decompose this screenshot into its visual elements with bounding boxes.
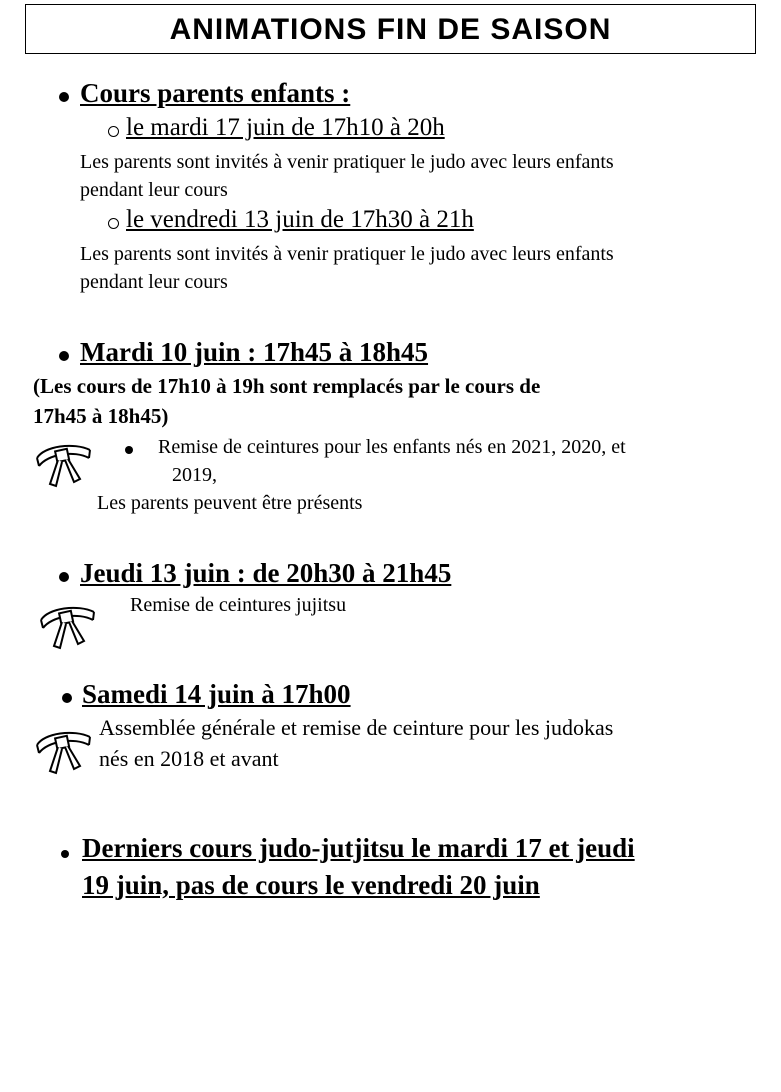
section1-item2-desc-line2: pendant leur cours — [80, 271, 228, 293]
section5-line2: 19 juin, pas de cours le vendredi 20 juin — [82, 870, 540, 900]
section5-line1: Derniers cours judo-jutjitsu le mardi 17 et jeudi — [82, 833, 635, 863]
bullet — [59, 572, 69, 582]
bullet — [59, 351, 69, 361]
bullet — [125, 446, 133, 454]
section2-item-line1 — [158, 436, 626, 459]
section1-item1-date: le mardi 17 juin de 17h10 à 20h — [126, 114, 445, 141]
circle-bullet — [108, 126, 119, 137]
title-box — [25, 4, 756, 54]
bullet — [59, 92, 69, 102]
section1-item1-desc-line2: pendant leur cours — [80, 179, 228, 201]
section3-heading: Jeudi 13 juin : de 20h30 à 21h45 — [80, 558, 452, 588]
bullet — [61, 850, 69, 858]
section1-item1-desc-line1: Les parents sont invités à venir pratiquer le judo avec leurs enfants — [80, 151, 614, 173]
section2-item-rest: pour les enfants nés en 2021, 2020, et — [319, 436, 626, 458]
section1-heading: Cours parents enfants : — [80, 78, 351, 108]
section2-item-line2: 2019, — [172, 464, 217, 486]
section4-text-line2: nés en 2018 et avant — [99, 746, 279, 771]
section4-heading: Samedi 14 juin à 17h00 — [82, 679, 351, 709]
circle-bullet — [108, 218, 119, 229]
judo-belt-icon — [38, 602, 98, 652]
section1-item2-date: le vendredi 13 juin de 17h30 à 21h — [126, 206, 474, 233]
section4-text-line1: Assemblée générale et remise de ceinture pour les judokas — [99, 715, 614, 740]
section1-item2-desc-line1: Les parents sont invités à venir pratiquer le judo avec leurs enfants — [80, 243, 614, 265]
page-title: ANIMATIONS FIN DE SAISON — [169, 13, 612, 46]
section2-item-strong: Remise de ceintures — [158, 436, 320, 458]
section2-note-line2: 17h45 à 18h45) — [33, 404, 169, 428]
judo-belt-icon — [34, 727, 94, 777]
judo-belt-icon — [34, 440, 94, 490]
section3-text: Remise de ceintures jujitsu — [130, 594, 347, 616]
section2-after: Les parents peuvent être présents — [97, 492, 363, 514]
section2-note-line1: (Les cours de 17h10 à 19h sont remplacés par le cours de — [33, 374, 541, 398]
bullet — [62, 693, 72, 703]
section2-heading: Mardi 10 juin : 17h45 à 18h45 — [80, 337, 429, 367]
